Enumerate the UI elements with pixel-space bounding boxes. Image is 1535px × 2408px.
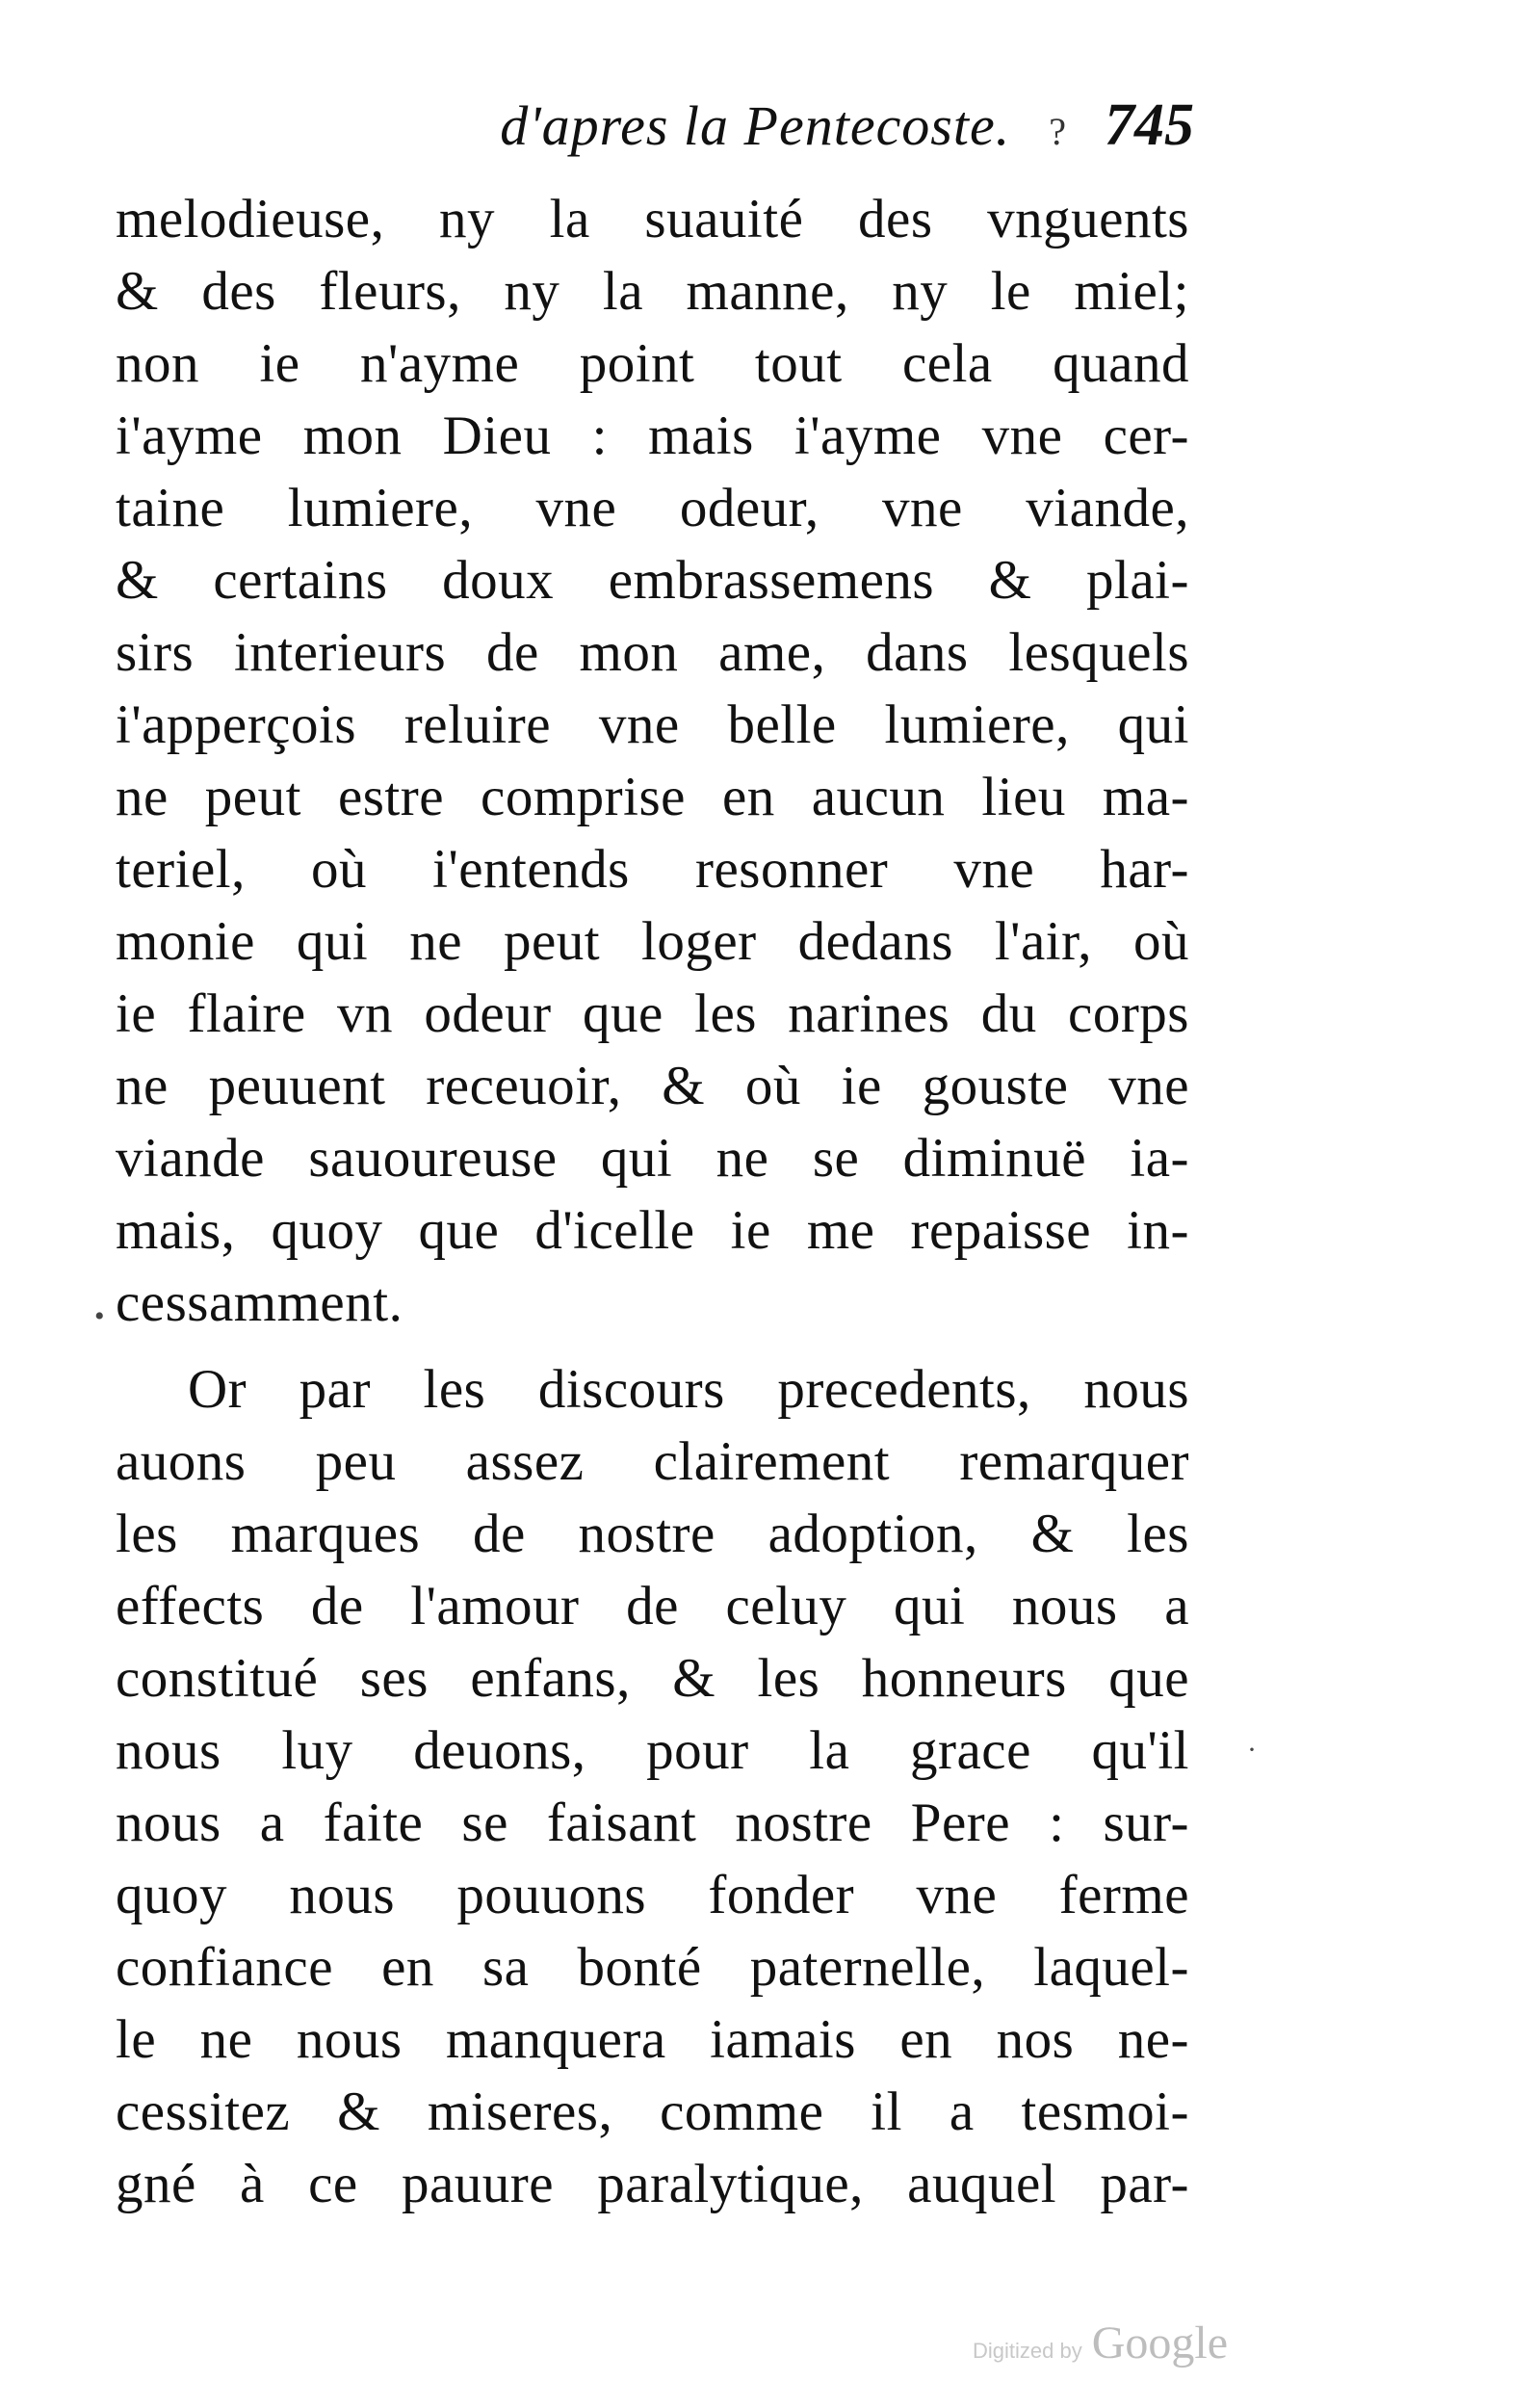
text-line: gné à ce pauure paralytique, auquel par- xyxy=(116,2154,1189,2214)
text-line: les marques de nostre adoption, & les xyxy=(116,1504,1189,1564)
text-line: confiance en sa bonté paternelle, laquel- xyxy=(116,1937,1189,1998)
text-line: le ne nous manquera iamais en nos ne- xyxy=(116,2009,1189,2070)
text-line: constitué ses enfans, & les honneurs que xyxy=(116,1648,1189,1709)
text-line: ie flaire vn odeur que les narines du corps xyxy=(116,983,1189,1044)
text-line: taine lumiere, vne odeur, vne viande, xyxy=(116,478,1189,538)
watermark-digitized-label: Digitized by xyxy=(973,2339,1082,2363)
text-line: teriel, où i'entends resonner vne har- xyxy=(116,839,1189,900)
text-line: Or par les discours precedents, nous xyxy=(188,1359,1189,1420)
text-line: sirs interieurs de mon ame, dans lesquels xyxy=(116,622,1189,683)
margin-speck: • xyxy=(94,1300,105,1332)
text-line: ne peuuent receuoir, & où ie gouste vne xyxy=(116,1056,1189,1116)
digitized-by-google-watermark xyxy=(973,2316,1310,2374)
text-line: cessitez & miseres, comme il a tesmoi- xyxy=(116,2081,1189,2142)
text-line: effects de l'amour de celuy qui nous a xyxy=(116,1576,1189,1636)
text-line: i'apperçois reluire vne belle lumiere, qui xyxy=(116,694,1189,755)
text-line: ne peut estre comprise en aucun lieu ma- xyxy=(116,767,1189,827)
text-line: nous luy deuons, pour la grace qu'il xyxy=(116,1720,1189,1781)
page-number: 745 xyxy=(1105,92,1194,158)
text-line: cessamment. xyxy=(116,1272,403,1333)
text-line: nous a faite se faisant nostre Pere : sur- xyxy=(116,1793,1189,1853)
margin-speck: · xyxy=(1247,1734,1257,1766)
text-line: auons peu assez clairement remarquer xyxy=(116,1431,1189,1492)
text-line: monie qui ne peut loger dedans l'air, où xyxy=(116,911,1189,972)
text-line: quoy nous pouuons fonder vne ferme xyxy=(116,1865,1189,1925)
text-line: melodieuse, ny la suauité des vnguents xyxy=(116,189,1189,249)
paragraph-1 xyxy=(116,183,1189,1339)
header-mark: ? xyxy=(1049,110,1066,153)
text-line: i'ayme mon Dieu : mais i'ayme vne cer- xyxy=(116,406,1189,466)
google-logo: Google xyxy=(1091,2317,1229,2369)
text-line: viande sauoureuse qui ne se diminuë ia- xyxy=(116,1128,1189,1189)
paragraph-2 xyxy=(116,1353,1189,2220)
text-line: & des fleurs, ny la manne, ny le miel; xyxy=(116,261,1189,322)
text-line: mais, quoy que d'icelle ie me repaisse in- xyxy=(116,1200,1189,1261)
running-title: d'apres la Pentecoste. xyxy=(500,94,1011,157)
page-header xyxy=(347,92,1194,169)
text-line: & certains doux embrassemens & plai- xyxy=(116,550,1189,611)
body-text xyxy=(116,183,1189,2220)
text-line: non ie n'ayme point tout cela quand xyxy=(116,333,1189,394)
